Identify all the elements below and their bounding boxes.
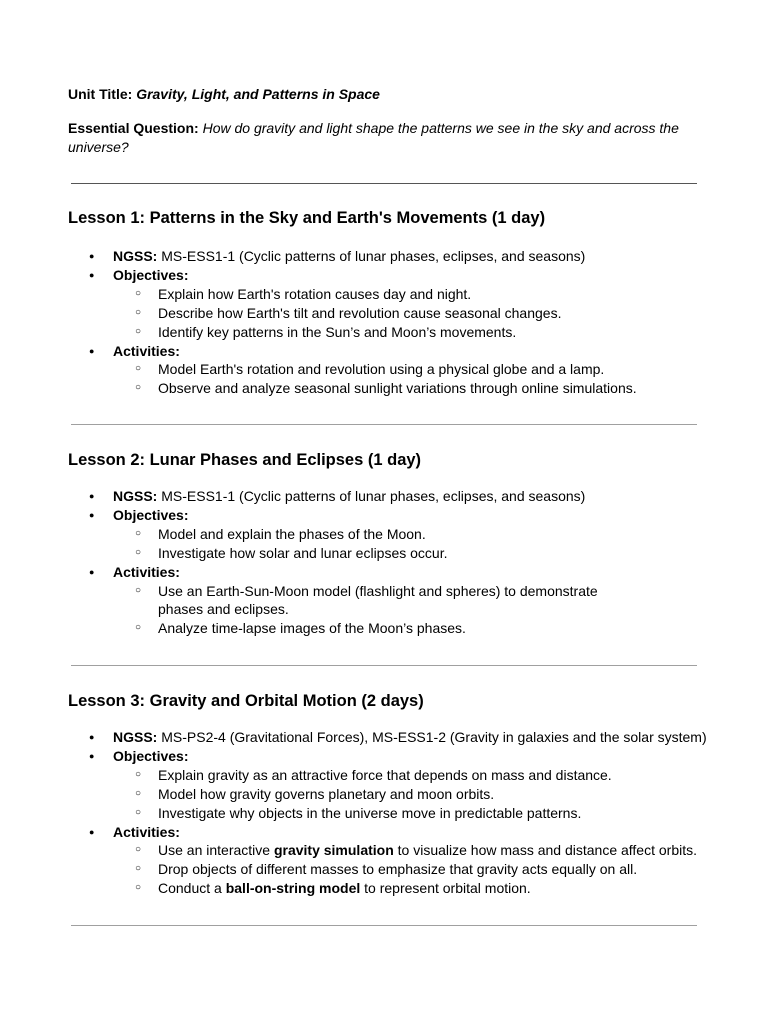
unit-title-label: Unit Title:	[68, 86, 133, 102]
list-item: ○ Explain gravity as an attractive force that depends on mass and distance.	[113, 766, 708, 785]
objectives-label: Objectives:	[113, 506, 189, 523]
divider	[71, 665, 697, 666]
list-item	[113, 841, 708, 860]
list-item: ○ Analyze time-lapse images of the Moon’s phases.	[113, 619, 708, 638]
list-item: ○ Investigate why objects in the universe move in predictable patterns.	[113, 804, 708, 823]
list-item: ○ Use an Earth-Sun-Moon model (flashlight and spheres) to demonstrate phases and eclipses.	[113, 582, 708, 620]
lesson-2-list	[68, 487, 708, 638]
list-item	[68, 747, 708, 823]
ngss-text: MS-PS2-4 (Gravitational Forces), MS-ESS1-2 (Gravity in galaxies and the solar system)	[161, 729, 707, 745]
list-item	[68, 342, 708, 399]
ngss-label: NGSS:	[113, 248, 158, 264]
divider	[71, 424, 697, 425]
list-item	[68, 823, 708, 899]
essential-question-value: How do gravity and light shape the patterns we see in the sky and across the universe?	[68, 120, 679, 155]
activity-text: Drop objects of different masses to emphasize that gravity acts equally on all.	[158, 861, 638, 878]
essential-question	[68, 119, 708, 157]
list-item	[68, 563, 708, 639]
list-item: ○ Observe and analyze seasonal sunlight variations through online simulations.	[113, 379, 708, 398]
list-item	[68, 487, 708, 506]
essential-question-label: Essential Question:	[68, 120, 199, 136]
lesson-1-title: Lesson 1: Patterns in the Sky and Earth's Movements (1 day)	[68, 209, 546, 227]
objectives-label: Objectives:	[113, 747, 189, 764]
ngss-label: NGSS:	[113, 729, 158, 745]
activities-list	[113, 360, 708, 398]
list-item: ○ Model how gravity governs planetary and moon orbits.	[113, 785, 708, 804]
objectives-list	[113, 525, 708, 563]
list-item	[68, 506, 708, 563]
activity-text: Use an interactive	[158, 842, 274, 859]
objectives-label: Objectives:	[113, 266, 189, 283]
lesson-3-title: Lesson 3: Gravity and Orbital Motion (2 days)	[68, 692, 424, 710]
activity-emphasis: gravity simulation	[273, 842, 394, 859]
list-item	[68, 728, 708, 747]
objectives-list	[113, 766, 708, 823]
lesson-3-list	[68, 728, 708, 898]
objectives-list	[113, 285, 708, 342]
list-item: ○ Model and explain the phases of the Moon.	[113, 525, 708, 544]
unit-title	[68, 85, 708, 104]
activities-label: Activities:	[113, 342, 180, 359]
list-item	[113, 860, 708, 879]
list-item	[68, 247, 708, 266]
list-item	[68, 266, 708, 342]
list-item: ○ Model Earth's rotation and revolution using a physical globe and a lamp.	[113, 360, 708, 379]
activities-list	[113, 841, 708, 898]
activities-label: Activities:	[113, 823, 180, 840]
ngss-text: MS-ESS1-1 (Cyclic patterns of lunar phases, eclipses, and seasons)	[161, 488, 586, 504]
lesson-2-title: Lesson 2: Lunar Phases and Eclipses (1 day)	[68, 451, 422, 469]
activities-list	[113, 582, 708, 639]
divider	[71, 183, 697, 184]
list-item: ○ Explain how Earth's rotation causes day and night.	[113, 285, 708, 304]
ngss-label: NGSS:	[113, 488, 158, 504]
activities-label: Activities:	[113, 563, 180, 580]
divider	[71, 925, 697, 926]
lesson-1-list	[68, 247, 708, 398]
activity-emphasis: ball-on-string model	[225, 880, 361, 897]
unit-title-value: Gravity, Light, and Patterns in Space	[136, 86, 380, 102]
activity-text: Conduct a	[158, 880, 226, 897]
activity-text: to visualize how mass and distance affect orbits.	[393, 842, 697, 859]
list-item	[113, 879, 708, 898]
activity-text: to represent orbital motion.	[360, 880, 531, 897]
list-item: ○ Investigate how solar and lunar eclipses occur.	[113, 544, 708, 563]
list-item: ○ Identify key patterns in the Sun’s and Moon’s movements.	[113, 323, 708, 342]
list-item: ○ Describe how Earth's tilt and revolution cause seasonal changes.	[113, 304, 708, 323]
ngss-text: MS-ESS1-1 (Cyclic patterns of lunar phases, eclipses, and seasons)	[161, 248, 586, 264]
